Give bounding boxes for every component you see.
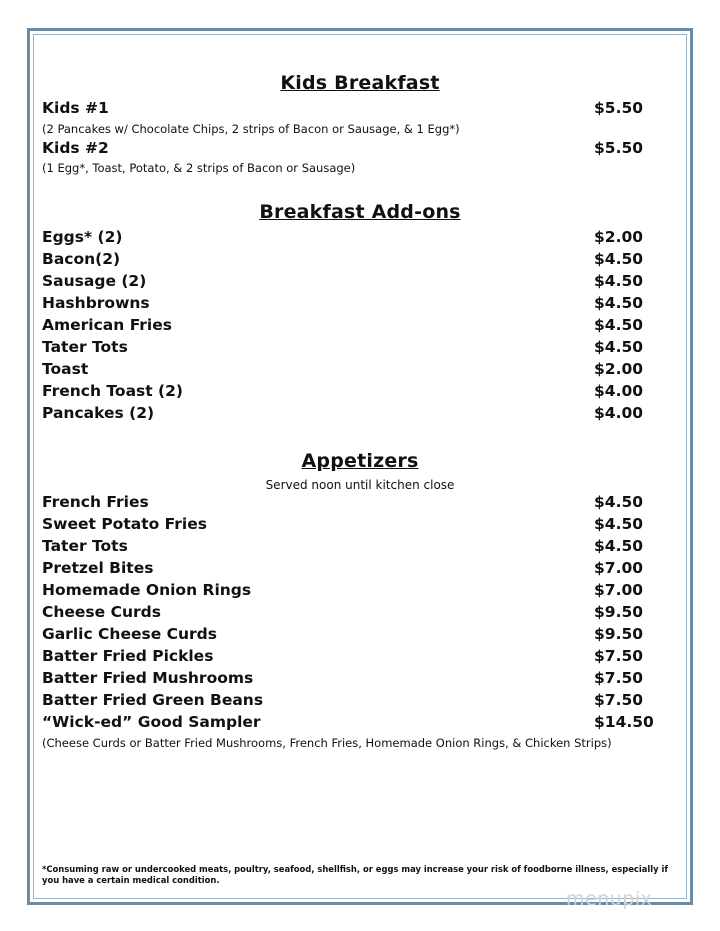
item-price: $4.00 xyxy=(594,404,644,422)
menu-item-row xyxy=(42,647,647,669)
item-price: $7.50 xyxy=(594,691,644,709)
menu-item-row xyxy=(42,228,647,250)
menu-item-row xyxy=(42,713,654,735)
item-price: $2.00 xyxy=(594,228,644,246)
menu-item-row xyxy=(42,99,647,121)
menu-item-row xyxy=(42,404,647,426)
menu-item-row xyxy=(42,581,647,603)
item-description: (Cheese Curds or Batter Fried Mushrooms, French Fries, Homemade Onion Rings, & Chicken Strips) xyxy=(42,736,612,750)
menu-item-row xyxy=(42,669,647,691)
item-price: $4.50 xyxy=(594,493,644,511)
menu-item-row xyxy=(42,559,647,581)
menu-item-row xyxy=(42,316,647,338)
item-description: (1 Egg*, Toast, Potato, & 2 strips of Bacon or Sausage) xyxy=(42,161,356,175)
item-price: $7.50 xyxy=(594,669,644,687)
menu-item-row xyxy=(42,625,647,647)
item-name: Pancakes (2) xyxy=(42,404,155,422)
item-price: $4.50 xyxy=(594,316,644,334)
item-name: American Fries xyxy=(42,316,172,334)
watermark: menupix xyxy=(566,888,653,910)
item-name: French Fries xyxy=(42,493,149,511)
item-name: Homemade Onion Rings xyxy=(42,581,252,599)
item-price: $9.50 xyxy=(594,603,644,621)
item-name: “Wick-ed” Good Sampler xyxy=(42,713,261,731)
kids-breakfast-title: Kids Breakfast xyxy=(280,72,440,94)
item-price: $4.50 xyxy=(594,272,644,290)
menu-item-row xyxy=(42,139,647,161)
item-price: $4.50 xyxy=(594,338,644,356)
item-name: Tater Tots xyxy=(42,537,128,555)
item-price: $9.50 xyxy=(594,625,644,643)
menu-item-row xyxy=(42,603,647,625)
menu-item-row xyxy=(42,691,647,713)
item-name: Batter Fried Mushrooms xyxy=(42,669,254,687)
item-name: Sausage (2) xyxy=(42,272,147,290)
addons-title: Breakfast Add-ons xyxy=(259,201,461,223)
item-name: Pretzel Bites xyxy=(42,559,154,577)
item-name: Eggs* (2) xyxy=(42,228,123,246)
menu-item-row xyxy=(42,272,647,294)
item-price: $5.50 xyxy=(594,139,644,157)
item-price: $4.50 xyxy=(594,537,644,555)
item-price: $7.50 xyxy=(594,647,644,665)
item-name: Hashbrowns xyxy=(42,294,150,312)
item-name: Kids #1 xyxy=(42,99,109,117)
menu-item-row xyxy=(42,250,647,272)
item-price: $7.00 xyxy=(594,581,644,599)
item-name: Toast xyxy=(42,360,89,378)
menu-item-row xyxy=(42,360,647,382)
item-price: $4.50 xyxy=(594,515,644,533)
item-name: Batter Fried Green Beans xyxy=(42,691,264,709)
appetizers-title: Appetizers xyxy=(301,450,419,472)
item-name: Bacon(2) xyxy=(42,250,121,268)
item-description: (2 Pancakes w/ Chocolate Chips, 2 strips of Bacon or Sausage, & 1 Egg*) xyxy=(42,122,460,136)
item-name: Kids #2 xyxy=(42,139,109,157)
item-price: $2.00 xyxy=(594,360,644,378)
item-price: $14.50 xyxy=(594,713,654,731)
menu-item-row xyxy=(42,294,647,316)
menu-item-row xyxy=(42,382,647,404)
item-price: $4.50 xyxy=(594,294,644,312)
item-name: Sweet Potato Fries xyxy=(42,515,207,533)
menu-item-row xyxy=(42,537,647,559)
item-name: Batter Fried Pickles xyxy=(42,647,214,665)
allergen-footnote: *Consuming raw or undercooked meats, poultry, seafood, shellfish, or eggs may increase your risk of foodborne illness, especially if you have a certain medical condition. xyxy=(42,864,669,885)
item-price: $4.00 xyxy=(594,382,644,400)
item-name: Garlic Cheese Curds xyxy=(42,625,217,643)
item-price: $4.50 xyxy=(594,250,644,268)
menu-item-row xyxy=(42,515,647,537)
appetizers-subtitle: Served noon until kitchen close xyxy=(265,478,455,492)
item-name: French Toast (2) xyxy=(42,382,184,400)
item-price: $5.50 xyxy=(594,99,644,117)
item-price: $7.00 xyxy=(594,559,644,577)
item-name: Tater Tots xyxy=(42,338,128,356)
menu-item-row xyxy=(42,493,647,515)
item-name: Cheese Curds xyxy=(42,603,161,621)
menu-item-row xyxy=(42,338,647,360)
